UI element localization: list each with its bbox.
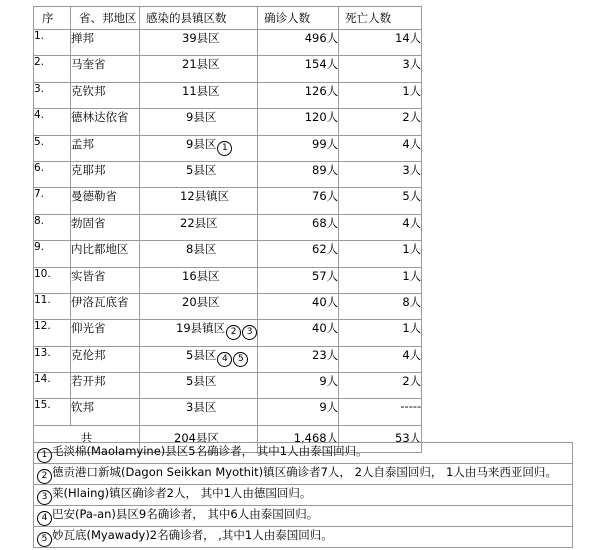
table-row [34, 188, 422, 214]
row-counties [140, 267, 258, 293]
header-confirmed: 确诊人数 [258, 7, 339, 30]
row-region: 若开邦 [71, 373, 140, 399]
row-confirmed: 99人 [258, 135, 339, 161]
total-deaths: 53人 [339, 425, 422, 452]
row-counties [140, 188, 258, 214]
row-deaths: 3人 [339, 56, 422, 82]
table-row [34, 373, 422, 399]
row-deaths: 4人 [339, 214, 422, 240]
row-counties [140, 320, 258, 346]
row-confirmed: 40人 [258, 293, 339, 319]
row-counties [140, 109, 258, 135]
row-counties [140, 135, 258, 161]
row-region: 马奎省 [71, 56, 140, 82]
table-row [34, 346, 422, 372]
row-deaths: 2人 [339, 109, 422, 135]
row-region: 德林达依省 [71, 109, 140, 135]
row-region: 实皆省 [71, 267, 140, 293]
row-deaths: 1人 [339, 320, 422, 346]
footnote-text: 莱(Hlaing)镇区确诊者2人， 其中1人由德国回归。 [52, 486, 312, 500]
row-confirmed: 496人 [258, 30, 339, 56]
row-deaths: 4人 [339, 135, 422, 161]
row-confirmed: 120人 [258, 109, 339, 135]
row-number: 3. [34, 82, 71, 108]
row-deaths: 1人 [339, 267, 422, 293]
table-row [34, 82, 422, 108]
row-confirmed: 89人 [258, 161, 339, 187]
covid-stats-table [33, 6, 422, 453]
footnote-text: 德贡港口新城(Dagon Seikkan Myothit)镇区确诊者7人， 2人自泰国回归， 1人由马来西亚回归。 [52, 465, 557, 479]
row-number: 1. [34, 30, 71, 56]
row-deaths: 8人 [339, 293, 422, 319]
row-confirmed: 126人 [258, 82, 339, 108]
row-deaths: 5人 [339, 188, 422, 214]
row-region: 勃固省 [71, 214, 140, 240]
row-counties-text: 5县区 [186, 374, 217, 389]
row-counties [140, 241, 258, 267]
footnote-marker-icon: 5 [37, 532, 52, 547]
footnote [34, 506, 573, 527]
row-confirmed: 76人 [258, 188, 339, 214]
footnote [34, 464, 573, 485]
footnote-text: 妙瓦底(Myawady)2名确诊者， ,其中1人由泰国回归。 [52, 528, 333, 542]
row-number: 12. [34, 320, 71, 346]
table-row [34, 293, 422, 319]
row-region: 伊洛瓦底省 [71, 293, 140, 319]
row-number: 8. [34, 214, 71, 240]
table-row [34, 161, 422, 187]
header-deaths: 死亡人数 [339, 7, 422, 30]
footnote-row [34, 506, 573, 527]
table-row [34, 135, 422, 161]
table-row [34, 109, 422, 135]
row-deaths: 3人 [339, 161, 422, 187]
row-region: 克耶邦 [71, 161, 140, 187]
row-counties [140, 346, 258, 372]
total-confirmed: 1,468人 [258, 425, 339, 452]
row-deaths: 2人 [339, 373, 422, 399]
footnote [34, 443, 573, 464]
table-row [34, 320, 422, 346]
row-number: 11. [34, 293, 71, 319]
table-row [34, 214, 422, 240]
total-counties: 204县区 [140, 425, 258, 452]
row-counties-text: 20县区 [182, 294, 220, 309]
row-counties [140, 293, 258, 319]
row-region: 孟邦 [71, 135, 140, 161]
footnote-marker-icon: 5 [233, 352, 248, 367]
row-number: 14. [34, 373, 71, 399]
row-confirmed: 62人 [258, 241, 339, 267]
row-region: 克钦邦 [71, 82, 140, 108]
row-number: 15. [34, 399, 71, 425]
row-counties [140, 30, 258, 56]
row-counties-text: 5县区 [186, 347, 217, 362]
row-confirmed: 57人 [258, 267, 339, 293]
footnote [34, 485, 573, 506]
row-number: 13. [34, 346, 71, 372]
table-row [34, 267, 422, 293]
table-row [34, 241, 422, 267]
row-counties [140, 399, 258, 425]
row-confirmed: 9人 [258, 399, 339, 425]
row-deaths: 1人 [339, 241, 422, 267]
row-number: 9. [34, 241, 71, 267]
footnote-marker-icon: 3 [37, 490, 52, 505]
footnote-marker-icon: 1 [217, 141, 232, 156]
row-deaths: ----- [339, 399, 422, 425]
footnote-row [34, 443, 573, 464]
footnote-marker-icon: 4 [37, 511, 52, 526]
row-region: 克伦邦 [71, 346, 140, 372]
footnote [34, 527, 573, 548]
row-counties [140, 161, 258, 187]
footnote-text: 毛淡棉(Maolamyine)县区5名确诊者， 其中1人由泰国回归。 [52, 444, 368, 458]
footnote-text: 巴安(Pa-an)县区9名确诊者， 其中6人由泰国回归。 [52, 507, 319, 521]
footnote-row [34, 464, 573, 485]
row-counties-text: 5县区 [186, 162, 217, 177]
footnote-row [34, 527, 573, 548]
row-region: 仰光省 [71, 320, 140, 346]
footnote-row [34, 485, 573, 506]
row-counties-text: 22县区 [180, 215, 218, 230]
row-number: 7. [34, 188, 71, 214]
footnotes-table [33, 442, 573, 548]
table-row [34, 30, 422, 56]
row-counties-text: 8县区 [186, 242, 217, 257]
row-number: 6. [34, 161, 71, 187]
row-region: 掸邦 [71, 30, 140, 56]
footnote-marker-icon: 4 [217, 352, 232, 367]
row-number: 10. [34, 267, 71, 293]
footnote-marker-icon: 3 [242, 325, 257, 340]
row-deaths: 1人 [339, 82, 422, 108]
row-counties [140, 82, 258, 108]
header-counties: 感染的县镇区数 [140, 7, 258, 30]
row-number: 4. [34, 109, 71, 135]
row-region: 曼德勒省 [71, 188, 140, 214]
row-counties [140, 56, 258, 82]
table-row [34, 56, 422, 82]
footnote-marker-icon: 1 [37, 448, 52, 463]
row-counties-text: 39县区 [182, 31, 220, 45]
table-row [34, 399, 422, 425]
row-counties [140, 214, 258, 240]
row-counties-text: 19县镇区 [176, 321, 226, 336]
row-confirmed: 23人 [258, 346, 339, 372]
row-number: 5. [34, 135, 71, 161]
total-label: 共 [34, 425, 140, 452]
header-region: 省、邦地区 [71, 7, 140, 30]
footnote-marker-icon: 2 [226, 325, 241, 340]
row-deaths: 14人 [339, 30, 422, 56]
row-region: 内比都地区 [71, 241, 140, 267]
header-row [34, 7, 422, 30]
row-counties-text: 21县区 [182, 57, 220, 72]
row-confirmed: 68人 [258, 214, 339, 240]
row-counties-text: 12县镇区 [180, 189, 230, 204]
footnote-marker-icon: 2 [37, 469, 52, 484]
row-counties-text: 9县区 [186, 136, 217, 151]
row-counties [140, 373, 258, 399]
row-deaths: 4人 [339, 346, 422, 372]
row-confirmed: 154人 [258, 56, 339, 82]
row-region: 钦邦 [71, 399, 140, 425]
row-confirmed: 40人 [258, 320, 339, 346]
row-counties-text: 3县区 [186, 400, 217, 415]
row-number: 2. [34, 56, 71, 82]
row-counties-text: 16县区 [182, 268, 220, 283]
row-counties-text: 11县区 [182, 83, 220, 98]
row-counties-text: 9县区 [186, 110, 217, 125]
row-confirmed: 9人 [258, 373, 339, 399]
header-no: 序 [34, 7, 71, 30]
